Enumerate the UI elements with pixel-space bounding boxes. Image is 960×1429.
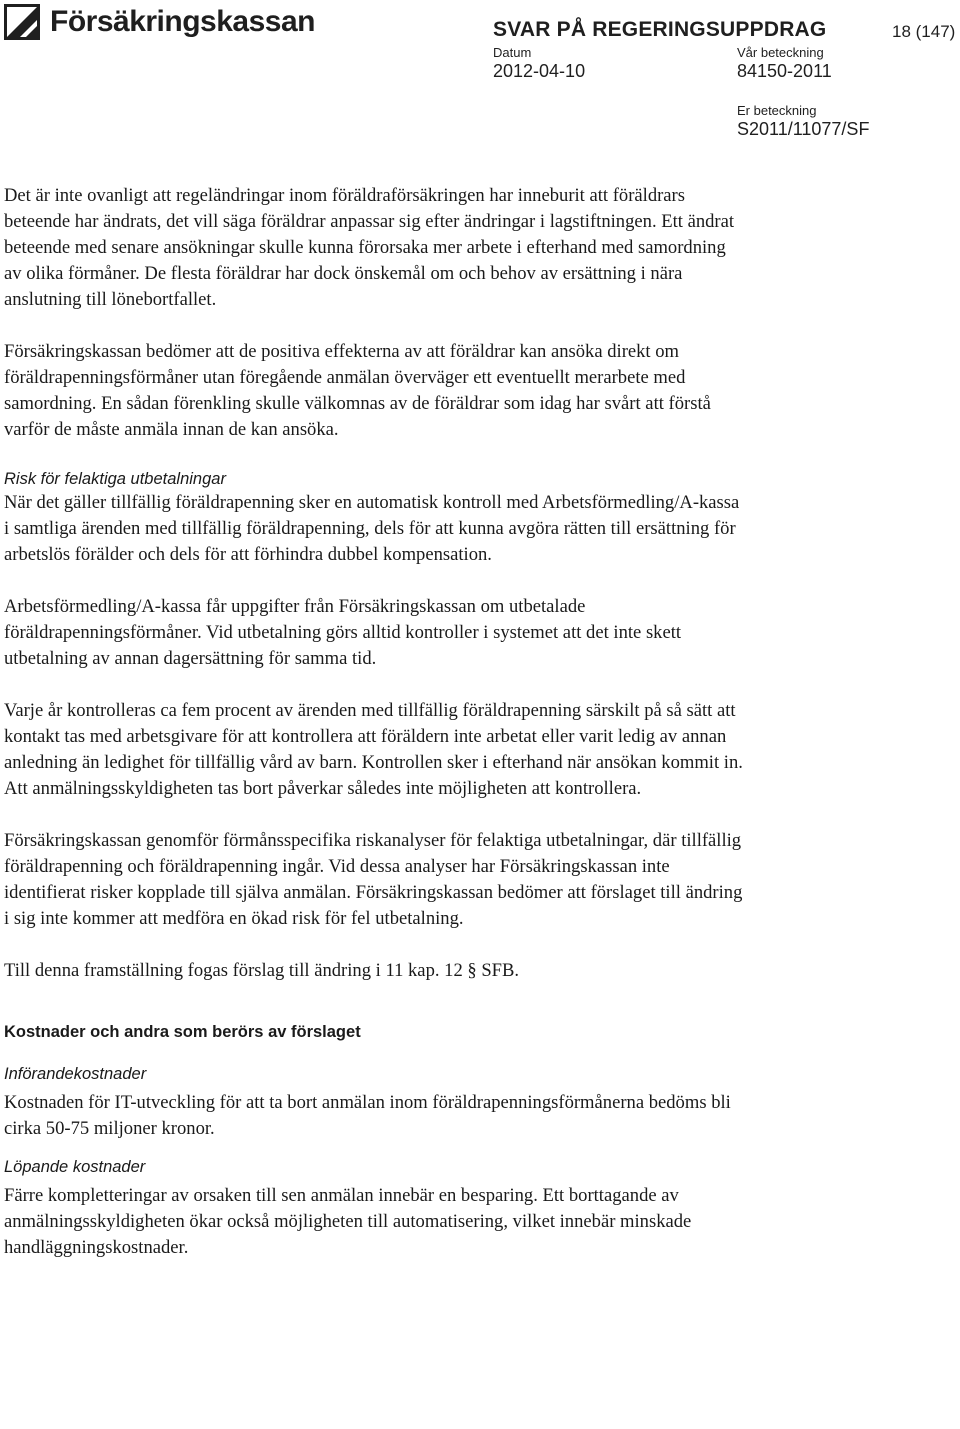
er-beteckning-value: S2011/11077/SF [737, 119, 870, 139]
page-number: 18 (147) [892, 22, 956, 41]
logo-text: Försäkringskassan [50, 5, 315, 38]
heading-introduction-costs: Införandekostnader [4, 1065, 147, 1083]
document-title: SVAR PÅ REGERINGSUPPDRAG [493, 18, 827, 41]
document-header [0, 0, 960, 140]
paragraph-assessment: Försäkringskassan bedömer att de positiva effekterna av att föräldrar kan ansöka direkt om föräldrapenningsförmåner utan föregående anmälan överväger ett eventuellt merarbete med samordning. En sådan förenkling skulle välkomnas av de föräldrar som idag har svårt att förstå varför de måste anmäla innan de kan ansöka. [4, 341, 711, 440]
paragraph-arbetsformedling: Arbetsförmedling/A-kassa får uppgifter från Försäkringskassan om utbetalade föräldrapenningsförmåner. Vid utbetalning görs alltid kontroller i systemet att det inte skett utbetalning av annan dagersättning för samma tid. [4, 596, 682, 669]
paragraph-automatic-control: När det gäller tillfällig föräldrapenning sker en automatisk kontroll med Arbetsförmedling/A-kassa i samtliga ärenden med tillfällig föräldrapenning, dels för att kunna avgöra rätten till ersättning för arbetslös förälder och dels för att förhindra dubbel kompensation. [4, 492, 740, 565]
logo-house-icon [4, 4, 40, 40]
paragraph-yearly-control: Varje år kontrolleras ca fem procent av ärenden med tillfällig föräldrapenning särskilt på så sätt att kontakt tas med arbetsgivare för att kontrollera att föräldern inte arbetat eller varit ledig av annan anledning än ledighet för tillfällig vård av barn. Kontrollen sker i efterhand när ansökan kommit in. Att anmälningsskyldigheten tas bort påverkar således inte möjligheten att kontrollera. [4, 700, 743, 799]
paragraph-savings: Färre kompletteringar av orsaken till sen anmälan innebär en besparing. Ett borttagande av anmälningsskyldigheten ökar också möjligheten till automatisering, vilket innebär minskade handläggningskostnader. [4, 1185, 692, 1258]
datum-value: 2012-04-10 [493, 61, 586, 81]
var-beteckning-value: 84150-2011 [737, 61, 832, 81]
logo [4, 4, 315, 40]
paragraph-proposal: Till denna framställning fogas förslag till ändring i 11 kap. 12 § SFB. [4, 960, 520, 981]
var-beteckning-label: Vår beteckning [737, 45, 824, 60]
datum-label: Datum [493, 45, 532, 60]
heading-risk: Risk för felaktiga utbetalningar [4, 470, 226, 488]
heading-running-costs: Löpande kostnader [4, 1158, 146, 1176]
document-body [4, 183, 744, 1261]
paragraph-risk-analysis: Försäkringskassan genomför förmånsspecifika riskanalyser för felaktiga utbetalningar, där tillfällig föräldrapenning och föräldrapenning ingår. Vid dessa analyser har Försäkringskassan inte identifierat risker kopplade till själva anmälan. Försäkringskassan bedömer att förslaget till ändring i sig inte kommer att medföra en ökad risk för fel utbetalning. [4, 830, 743, 929]
paragraph-it-cost: Kostnaden för IT-utveckling för att ta bort anmälan inom föräldrapenningsförmånerna bedöms bli cirka 50-75 miljoner kronor. [4, 1092, 731, 1139]
er-beteckning-label: Er beteckning [737, 103, 817, 118]
heading-costs: Kostnader och andra som berörs av förslaget [4, 1023, 361, 1041]
paragraph-parents-behaviour: Det är inte ovanligt att regeländringar inom föräldraförsäkringen har inneburit att föräldrars beteende har ändrats, det vill säga föräldrar anpassar sig efter ändringar i lagstiftningen. Ett ändrat beteende med senare ansökningar skulle kunna förorsaka mer arbete i efterhand med samordning av olika förmåner. De flesta föräldrar har dock önskemål om och behov av ersättning i nära anslutning till lönebortfallet. [4, 185, 735, 310]
